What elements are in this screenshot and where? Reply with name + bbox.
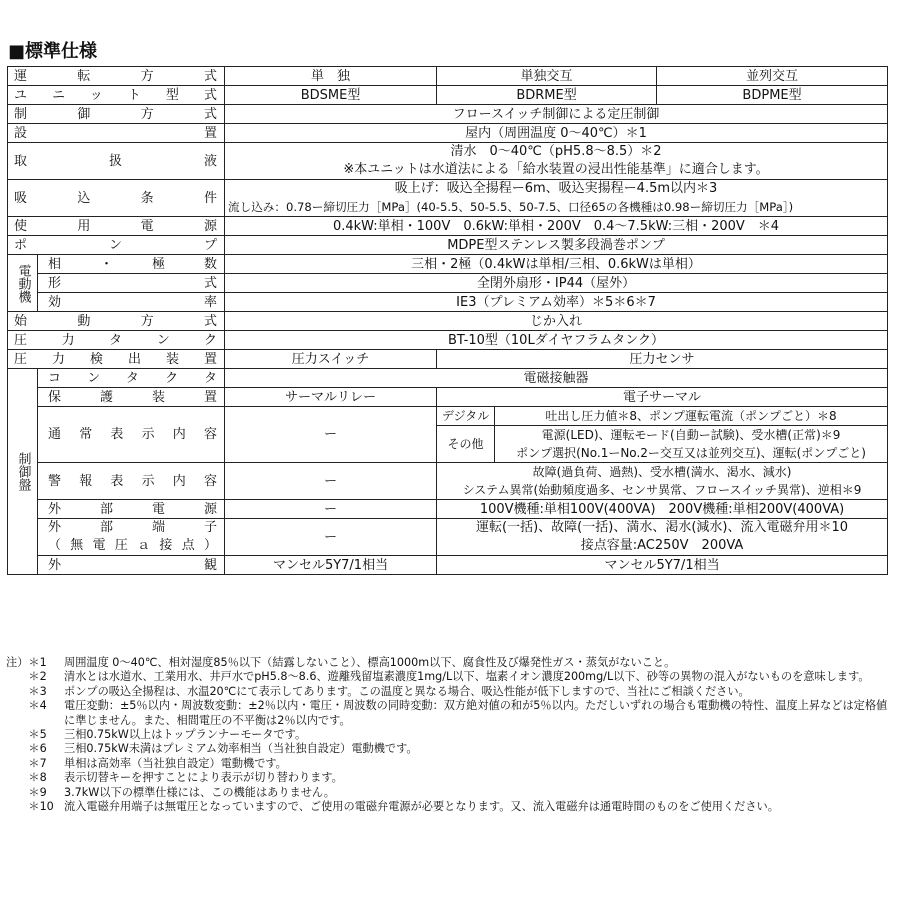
footnote-text: 三相0.75kW未満はプレミアム効率相当（当社独自設定）電動機です。	[64, 742, 418, 756]
footnote-text: ポンプの吸込全揚程は、水温20℃にて表示してあります。この温度と異なる場合、吸込性能が低下しますので、当社にご相談ください。	[64, 684, 750, 698]
liquid-line-1: 清水 0〜40℃（pH5.8〜8.5）＊2	[450, 144, 662, 159]
row-control-method	[8, 105, 888, 124]
footnote	[6, 800, 894, 814]
external-terminal-single: ー	[225, 519, 437, 556]
value-external-terminal	[437, 519, 888, 556]
normal-display-single: ー	[225, 407, 437, 463]
value-motor-phase: 三相・2極（0.4kWは単相/三相、0.6kWは単相）	[225, 255, 888, 274]
section-title: ■標準仕様	[8, 41, 98, 62]
label-external-terminal	[38, 519, 225, 556]
label-motor-efficiency: 効率	[38, 293, 225, 312]
label-external-power: 外部電源	[38, 500, 225, 519]
value-alarm-display	[437, 463, 888, 500]
label-suction: 吸込条件	[8, 180, 225, 217]
label-operation-method: 運転方式	[8, 67, 225, 86]
footnote	[6, 742, 894, 756]
footnote-mark: ＊10	[6, 800, 54, 814]
label-motor-phase: 相・極数	[38, 255, 225, 274]
row-contactor	[8, 369, 888, 388]
group-panel-label: 制御盤	[15, 452, 31, 491]
label-unit-type: ユニット型式	[8, 86, 225, 105]
unit-type-single: BDSME型	[225, 86, 437, 105]
row-protection	[8, 388, 888, 407]
value-start-method: じか入れ	[225, 312, 888, 331]
label-normal-display: 通常表示内容	[38, 407, 225, 463]
suction-line-2: 流し込み：0.78ー締切圧力［MPa］(40-5.5、50-5.5、50-7.5、口径65の各機種は0.98ー締切圧力［MPa］)	[228, 200, 794, 214]
row-pressure-tank	[8, 331, 888, 350]
row-alarm-display	[8, 463, 888, 500]
row-motor-type	[8, 274, 888, 293]
footnote-text: 周囲温度 0〜40℃、相対湿度85％以下（結露しないこと）、標高1000m以下、腐食性及び爆発性ガス・蒸気がないこと。	[64, 656, 676, 669]
value-external-power: 100V機種:単相100V(400VA) 200V機種:単相200V(400VA)	[437, 500, 888, 519]
footnote	[6, 656, 894, 670]
row-suction	[8, 180, 888, 217]
label-alarm-display: 警報表示内容	[38, 463, 225, 500]
label-pump: ポンプ	[8, 236, 225, 255]
label-protection: 保護装置	[38, 388, 225, 407]
label-contactor: コンタクタ	[38, 369, 225, 388]
detector-other: 圧力センサ	[437, 350, 888, 369]
value-motor-type: 全閉外扇形・IP44（屋外）	[225, 274, 888, 293]
label-pressure-tank: 圧力タンク	[8, 331, 225, 350]
footnote-mark: ＊5	[6, 728, 47, 742]
footnote-text: 単相は高効率（当社独自設定）電動機です。	[64, 756, 287, 770]
terminal-line-2: 接点容量:AC250V 200VA	[580, 538, 744, 553]
footnote-text: 3.7kW以下の標準仕様には、この機能はありません。	[64, 785, 335, 799]
label-external-terminal-1: 外部端子	[48, 520, 219, 535]
footnote-mark: ＊8	[6, 771, 47, 785]
footnote-mark: ＊7	[6, 756, 47, 770]
row-external-terminal	[8, 519, 888, 556]
value-power: 0.4kW:単相・100V 0.6kW:単相・200V 0.4〜7.5kW:三相・200V ＊4	[225, 217, 888, 236]
label-start-method: 始動方式	[8, 312, 225, 331]
label-external-terminal-2: （無電圧ａ接点）	[48, 538, 219, 553]
row-liquid	[8, 143, 888, 180]
unit-type-parallel: BDPME型	[657, 86, 888, 105]
spec-table	[7, 66, 888, 575]
external-power-single: ー	[225, 500, 437, 519]
footnote-text: 清水とは水道水、工業用水、井戸水でpH5.8〜8.6、遊離残留塩素濃度1mg/L以下、塩素イオン濃度200mg/L以下、砂等の異物の混入がないものを意味します。	[64, 670, 870, 684]
row-pump	[8, 236, 888, 255]
label-other: その他	[437, 426, 495, 463]
value-other-line-2: ポンプ選択(No.1ーNo.2ー交互又は並列交互)、運転(ポンプごと)	[495, 444, 888, 463]
footnote-mark: ＊3	[6, 684, 47, 698]
value-suction	[225, 180, 888, 217]
row-start-method	[8, 312, 888, 331]
appearance-single: マンセル5Y7/1相当	[225, 556, 437, 575]
value-pump: MDPE型ステンレス製多段渦巻ポンプ	[225, 236, 888, 255]
header-alternate: 単独交互	[437, 67, 657, 86]
footnote-text: 三相0.75kW以上はトップランナーモータです。	[64, 728, 307, 742]
header-parallel: 並列交互	[657, 67, 888, 86]
row-motor-efficiency	[8, 293, 888, 312]
label-power: 使用電源	[8, 217, 225, 236]
footnote-text: 表示切替キーを押すことにより表示が切り替わります。	[64, 771, 343, 785]
label-control-method: 制御方式	[8, 105, 225, 124]
value-installation: 屋内（周囲温度 0〜40℃）＊1	[225, 124, 888, 143]
row-external-power	[8, 500, 888, 519]
alarm-line-1: 故障(過負荷、過熱)、受水槽(満水、渇水、減水)	[532, 465, 792, 479]
value-contactor: 電磁接触器	[225, 369, 888, 388]
row-normal-display-1	[8, 407, 888, 426]
label-pressure-detector: 圧力検出装置	[8, 350, 225, 369]
footnote-mark: ＊6	[6, 742, 47, 756]
value-control-method: フロースイッチ制御による定圧制御	[225, 105, 888, 124]
detector-single: 圧力スイッチ	[225, 350, 437, 369]
group-motor-label: 電動機	[15, 263, 31, 303]
suction-line-1: 吸上げ：吸込全揚程ー6m、吸込実揚程ー4.5m以内＊3	[394, 181, 718, 196]
liquid-line-2: ※本ユニットは水道法による「給水装置の浸出性能基準」に適合します。	[343, 162, 769, 177]
label-digital: デジタル	[437, 407, 495, 426]
terminal-line-1: 運転(一括)、故障(一括)、満水、渇水(減水)、流入電磁弁用＊10	[476, 520, 849, 535]
unit-type-alternate: BDRME型	[437, 86, 657, 105]
row-installation	[8, 124, 888, 143]
footnote-mark: ＊9	[6, 785, 47, 799]
footnote	[6, 728, 894, 742]
value-pressure-tank: BT-10型（10Lダイヤフラムタンク）	[225, 331, 888, 350]
value-other-line-1: 電源(LED)、運転モード(自動ー試験)、受水槽(正常)＊9	[495, 426, 888, 445]
header-single: 単 独	[225, 67, 437, 86]
footnote-text: 電圧変動：±5％以内・周波数変動：±2％以内・電圧・周波数の同時変動：双方絶対値の和が5％以内。ただしいずれの場合も電動機の特性、温度上昇などは定格値に準じません。また、相間電圧の不平衡は2％以内です。	[64, 699, 888, 727]
footnote-text: 流入電磁弁用端子は無電圧となっていますので、ご使用の電磁弁電源が必要となります。又、流入電磁弁は通電時間のものをご使用ください。	[64, 800, 779, 814]
row-pressure-detector	[8, 350, 888, 369]
row-motor-phase	[8, 255, 888, 274]
label-installation: 設置	[8, 124, 225, 143]
footnote-mark: 注）＊1	[6, 656, 47, 669]
label-liquid: 取扱液	[8, 143, 225, 180]
label-appearance: 外観	[38, 556, 225, 575]
row-appearance	[8, 556, 888, 575]
value-digital: 吐出し圧力値＊8、ポンプ運転電流（ポンプごと）＊8	[495, 407, 888, 426]
footnote	[6, 786, 894, 800]
value-liquid	[225, 143, 888, 180]
row-unit-type	[8, 86, 888, 105]
protection-single: サーマルリレー	[225, 388, 437, 407]
footnote	[6, 685, 894, 699]
footnotes	[6, 656, 894, 814]
footnote	[6, 699, 894, 728]
value-motor-efficiency: IE3（プレミアム効率）＊5＊6＊7	[225, 293, 888, 312]
alarm-line-2: システム異常(始動頻度過多、センサ異常、フロースイッチ異常)、逆相＊9	[462, 483, 862, 497]
footnote-mark: ＊4	[6, 699, 47, 713]
protection-other: 電子サーマル	[437, 388, 888, 407]
footnote	[6, 670, 894, 684]
footnote	[6, 757, 894, 771]
row-operation-method	[8, 67, 888, 86]
footnote-mark: ＊2	[6, 670, 47, 684]
footnote	[6, 771, 894, 785]
group-panel	[8, 369, 38, 575]
label-motor-type: 形式	[38, 274, 225, 293]
group-motor	[8, 255, 38, 312]
appearance-other: マンセル5Y7/1相当	[437, 556, 888, 575]
alarm-display-single: ー	[225, 463, 437, 500]
row-power	[8, 217, 888, 236]
